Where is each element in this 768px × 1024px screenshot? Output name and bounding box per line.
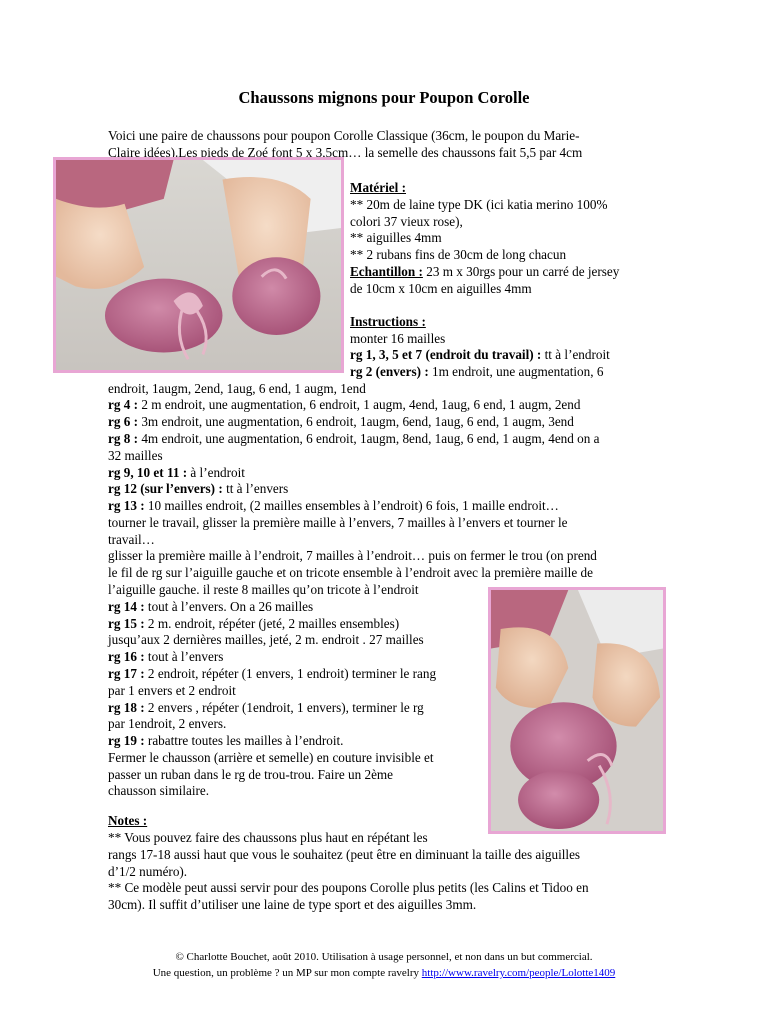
- page-title: Chaussons mignons pour Poupon Corolle: [238, 88, 530, 107]
- materiel-item-2: colori 37 vieux rose),: [350, 214, 463, 229]
- finish-line-2: passer un ruban dans le rg de trou-trou. Faire un 2ème: [108, 767, 394, 782]
- row-4: rg 4 : 2 m endroit, une augmentation, 6 endroit, 1 augm, 4end, 1aug, 6 end, 1 augm, 2end: [108, 397, 581, 412]
- booties-photo-illustration-1: [56, 160, 341, 370]
- row-9: rg 9, 10 et 11 : à l’endroit: [108, 465, 245, 480]
- row-15-cont: jusqu’aux 2 dernières mailles, jeté, 2 m. endroit . 27 mailles: [108, 632, 424, 647]
- row-13-line-4: glisser la première maille à l’endroit, 7 mailles à l’endroit… puis on fermer le trou (on prend: [108, 548, 597, 563]
- footer-contact: Une question, un problème ? un MP sur mon compte ravelry http://www.ravelry.com/people/Lolotte1409: [152, 967, 616, 979]
- row-13-line-6: l’aiguille gauche. il reste 8 mailles qu’on tricote à l’endroit: [108, 582, 419, 597]
- cast-on-line: monter 16 mailles: [350, 331, 446, 346]
- photo-booties-top: [53, 157, 344, 373]
- intro-line-2: Claire idées).Les pieds de Zoé font 5 x 3,5cm… la semelle des chaussons fait 5,5 par 4cm: [108, 145, 583, 160]
- notes-line-5: 30cm). Il suffit d’utiliser une laine de type sport et des aiguilles 3mm.: [108, 897, 477, 912]
- finish-line-1: Fermer le chausson (arrière et semelle) en couture invisible et: [108, 750, 434, 765]
- row-2-cont: endroit, 1augm, 2end, 1aug, 6 end, 1 augm, 1end: [108, 381, 366, 396]
- notes-heading: Notes :: [108, 813, 148, 828]
- row-8: rg 8 : 4m endroit, une augmentation, 6 endroit, 1augm, 8end, 1aug, 6 end, 1 augm, 4end on a: [108, 431, 600, 446]
- notes-line-2: rangs 17-18 aussi haut que vous le souhaitez (peut être en diminuant la taille des aiguilles: [108, 847, 581, 862]
- echantillon-line-2: de 10cm x 10cm en aiguilles 4mm: [350, 281, 532, 296]
- row-8-cont: 32 mailles: [108, 448, 163, 463]
- ravelry-link[interactable]: http://www.ravelry.com/people/Lolotte1409: [421, 967, 616, 979]
- instructions-heading: Instructions :: [350, 314, 426, 329]
- row-17: rg 17 : 2 endroit, répéter (1 envers, 1 endroit) terminer le rang: [108, 666, 437, 681]
- row-2: rg 2 (envers) : 1m endroit, une augmentation, 6: [350, 364, 604, 379]
- row-16: rg 16 : tout à l’envers: [108, 649, 224, 664]
- materiel-item-1: ** 20m de laine type DK (ici katia merino 100%: [350, 197, 608, 212]
- intro-line-1: Voici une paire de chaussons pour poupon Corolle Classique (36cm, le poupon du Marie-: [108, 128, 580, 143]
- row-15: rg 15 : 2 m. endroit, répéter (jeté, 2 mailles ensembles): [108, 616, 400, 631]
- row-12: rg 12 (sur l’envers) : tt à l’envers: [108, 481, 289, 496]
- notes-line-4: ** Ce modèle peut aussi servir pour des poupons Corolle plus petits (les Calins et Tidoo en: [108, 880, 589, 895]
- row-1: rg 1, 3, 5 et 7 (endroit du travail) : tt à l’endroit: [350, 347, 610, 362]
- row-13: rg 13 : 10 mailles endroit, (2 mailles ensembles à l’endroit) 6 fois, 1 maille endroit…: [108, 498, 559, 513]
- finish-line-3: chausson similaire.: [108, 783, 210, 798]
- notes-line-3: d’1/2 numéro).: [108, 864, 188, 879]
- row-13-line-5: le fil de rg sur l’aiguille gauche et on tricote ensemble à l’endroit avec la première maille de: [108, 565, 593, 580]
- row-14: rg 14 : tout à l’envers. On a 26 mailles: [108, 599, 314, 614]
- row-6: rg 6 : 3m endroit, une augmentation, 6 endroit, 1augm, 6end, 1aug, 6 end, 1 augm, 3end: [108, 414, 574, 429]
- booties-photo-illustration-2: [491, 590, 663, 831]
- row-19: rg 19 : rabattre toutes les mailles à l’endroit.: [108, 733, 344, 748]
- row-17-cont: par 1 envers et 2 endroit: [108, 683, 236, 698]
- materiel-heading: Matériel :: [350, 180, 407, 195]
- materiel-item-3: ** aiguilles 4mm: [350, 230, 442, 245]
- echantillon-line: Echantillon : 23 m x 30rgs pour un carré de jersey: [350, 264, 620, 279]
- photo-booties-bottom: [488, 587, 666, 834]
- notes-line-1: ** Vous pouvez faire des chaussons plus haut en répétant les: [108, 830, 428, 845]
- row-13-line-3: travail…: [108, 532, 155, 547]
- row-13-line-2: tourner le travail, glisser la première maille à l’envers, 7 mailles à l’envers et tourner le: [108, 515, 568, 530]
- footer-copyright: © Charlotte Bouchet, août 2010. Utilisation à usage personnel, et non dans un but commercial.: [175, 951, 593, 963]
- row-18: rg 18 : 2 envers , répéter (1endroit, 1 envers), terminer le rg: [108, 700, 424, 715]
- materiel-item-4: ** 2 rubans fins de 30cm de long chacun: [350, 247, 567, 262]
- row-18-cont: par 1endroit, 2 envers.: [108, 716, 227, 731]
